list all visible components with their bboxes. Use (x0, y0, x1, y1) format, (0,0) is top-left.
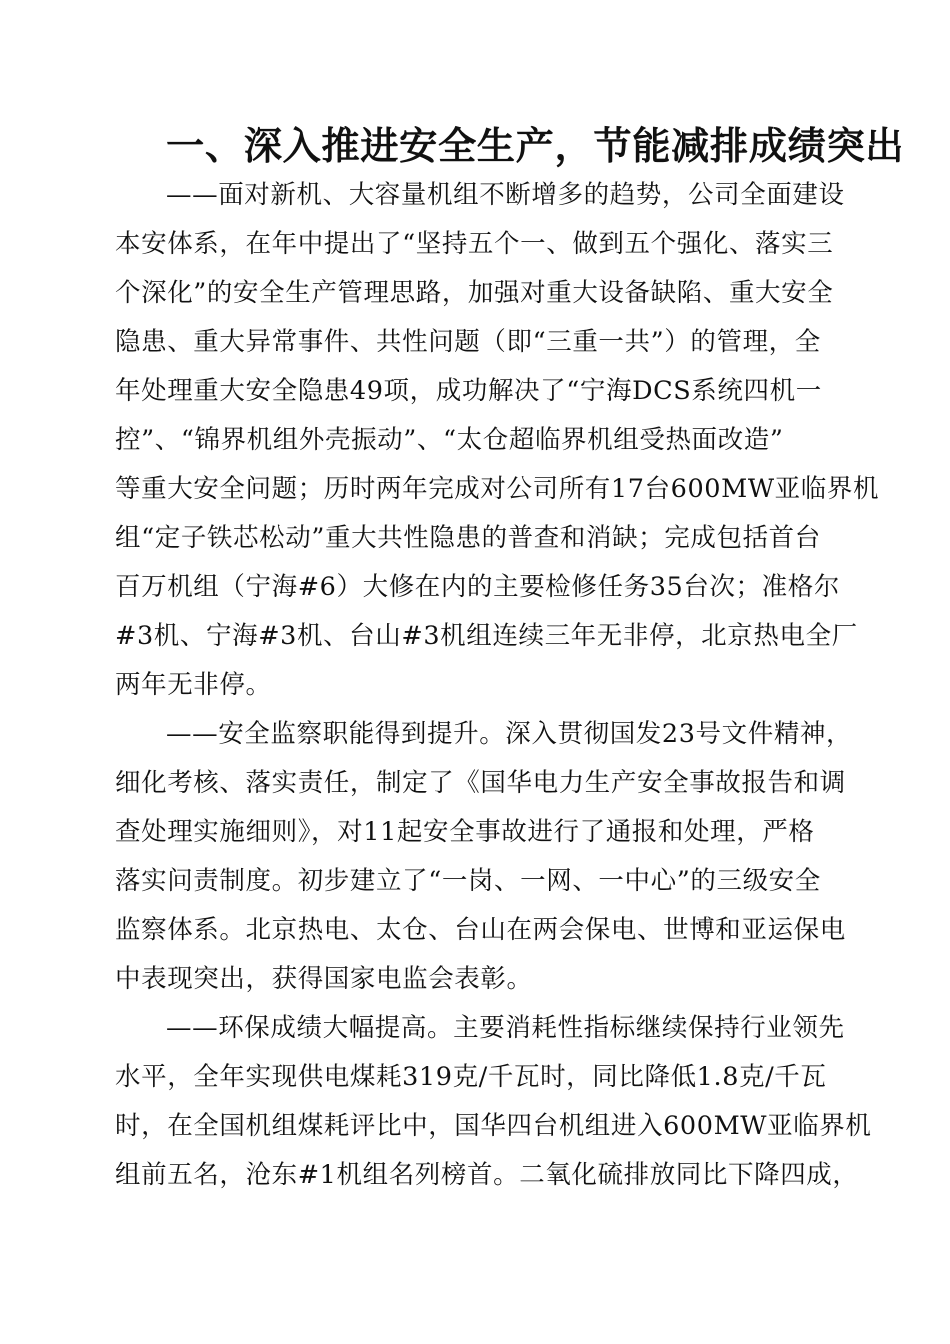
document-body (115, 122, 905, 1200)
paragraph-line: #3机、宁海#3机、台山#3机组连续三年无非停，北京热电全厂 (115, 621, 858, 651)
paragraph-environmental (115, 1004, 872, 1200)
paragraph-line: 个深化”的安全生产管理思路，加强对重大设备缺陷、重大安全 (115, 278, 834, 308)
paragraph-line: 监察体系。北京热电、太仓、台山在两会保电、世博和亚运保电 (115, 915, 846, 945)
paragraph-safety-production (115, 171, 880, 710)
paragraph-line: 控”、“锦界机组外壳振动”、“太仓超临界机组受热面改造” (115, 425, 784, 455)
paragraph-safety-supervision (115, 710, 853, 1004)
paragraph-line: 本安体系，在年中提出了“坚持五个一、做到五个强化、落实三 (115, 229, 834, 259)
paragraph-line: 年处理重大安全隐患49项，成功解决了“宁海DCS系统四机一 (115, 376, 822, 406)
paragraph-line: 水平，全年实现供电煤耗319克/千瓦时，同比降低1.8克/千瓦 (115, 1062, 827, 1092)
paragraph-line: 时，在全国机组煤耗评比中，国华四台机组进入600MW亚临界机 (115, 1111, 872, 1141)
paragraph-line: 隐患、重大异常事件、共性问题（即“三重一共”）的管理，全 (115, 327, 821, 357)
paragraph-line: 百万机组（宁海#6）大修在内的主要检修任务35台次；准格尔 (115, 572, 840, 602)
paragraph-line: ——安全监察职能得到提升。深入贯彻国发23号文件精神， (166, 719, 853, 749)
paragraph-line: 两年无非停。 (115, 670, 272, 700)
paragraph-line: 组前五名，沧东#1机组名列榜首。二氧化硫排放同比下降四成， (115, 1160, 859, 1190)
section-heading: 一、深入推进安全生产，节能减排成绩突出 (166, 124, 905, 169)
paragraph-line: 等重大安全问题；历时两年完成对公司所有17台600MW亚临界机 (115, 474, 880, 504)
paragraph-line: ——环保成绩大幅提高。主要消耗性指标继续保持行业领先 (166, 1013, 845, 1043)
paragraph-line: 细化考核、落实责任，制定了《国华电力生产安全事故报告和调 (115, 768, 846, 798)
paragraph-line: 组“定子铁芯松动”重大共性隐患的普查和消缺；完成包括首台 (115, 523, 821, 553)
paragraph-line: ——面对新机、大容量机组不断增多的趋势，公司全面建设 (166, 180, 845, 210)
paragraph-line: 中表现突出，获得国家电监会表彰。 (115, 964, 533, 994)
paragraph-line: 查处理实施细则》，对11起安全事故进行了通报和处理，严格 (115, 817, 815, 847)
paragraph-line: 落实问责制度。初步建立了“一岗、一网、一中心”的三级安全 (115, 866, 821, 896)
